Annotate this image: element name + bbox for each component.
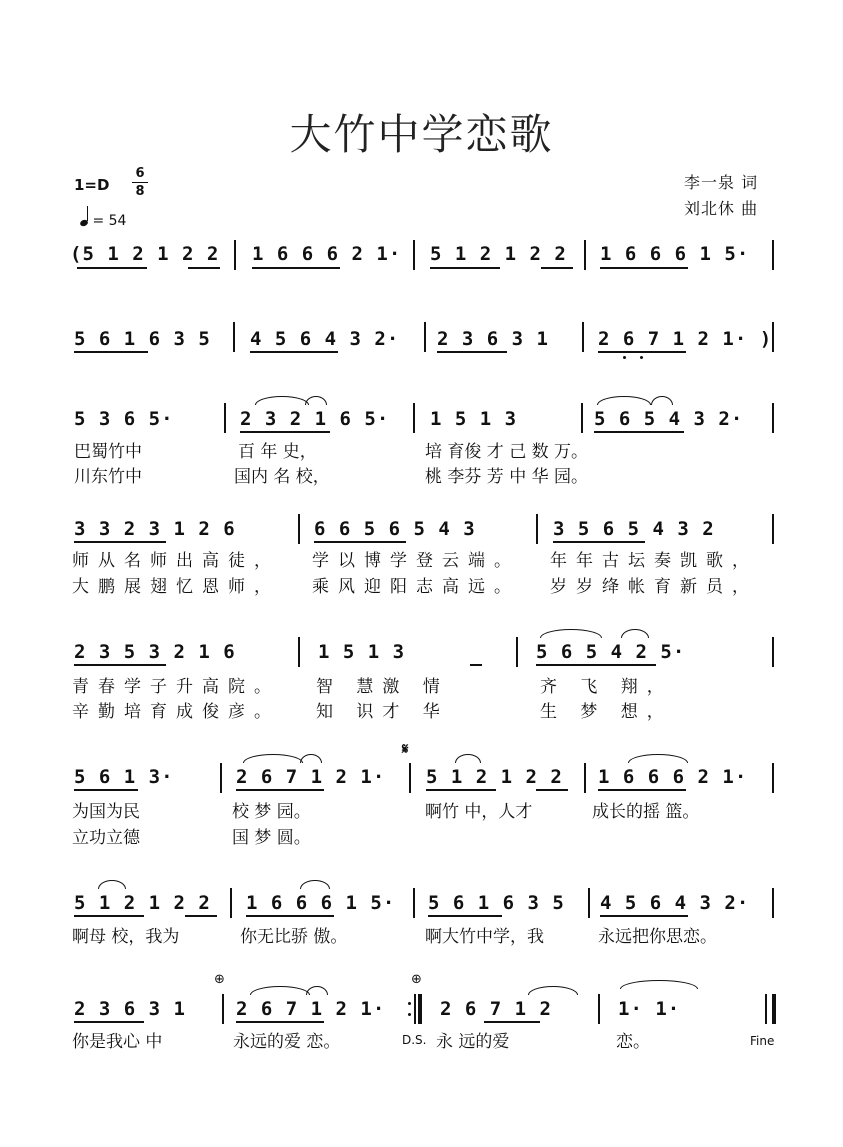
score-measure: 4 5 6 4 3 2· [250,328,400,350]
score-measure: 3 5 6 5 4 3 2 [553,518,715,540]
final-bar-line [765,994,767,1024]
score-measure: 5 1 2 1 2 2 [430,243,567,265]
lyric-line: 国 梦 圆。 [232,828,311,848]
score-measure: 2 6 7 1 2 1· [236,998,386,1020]
score-measure: 5 1 2 1 2 2 [74,892,211,914]
bar-line [233,322,235,352]
score-measure: 5 3 6 5· [74,408,174,430]
bar-line [409,763,411,793]
score-measure: 1· 1· [618,998,681,1020]
bar-line [772,322,774,352]
bar-line [224,403,226,433]
time-signature [132,166,148,199]
lyric-line: 岁岁绛帐育新员， [550,577,758,597]
bar-line [772,514,774,544]
lyric-line: 年年古坛奏凯歌， [550,551,758,571]
score-measure: 2 3 2 1 6 5· [240,408,390,430]
lyric-line: 永远的爱 恋。 [233,1032,341,1052]
lyric-line: 培 育俊 才 己 数 万。 [425,442,589,462]
bar-line [582,322,584,352]
bar-line [413,240,415,270]
repeat-bar-line [414,994,416,1024]
score-measure: 6 6 5 6 5 4 3 [314,518,476,540]
lyric-line: 乘风迎阳志高远。 [312,577,520,597]
bar-line [772,403,774,433]
score-measure: 3 3 2 3 1 2 6 [74,518,236,540]
lyric-line: 辛勤培育成俊彦。 [72,702,280,722]
bar-line [516,637,518,667]
lyric-line: 啊竹 中，人才 [425,802,533,822]
lyric-line: 永远把你思恋。 [598,927,717,947]
score-measure: 5 6 5 4 2 5· [536,641,686,663]
score-measure: (5 1 2 1 2 2 [70,243,220,265]
lyric-line: 桃 李芬 芳 中 华 园。 [425,467,589,487]
repeat-bar-line [418,994,422,1024]
lyricist-credit: 李一泉 词 [684,173,759,192]
score-measure: 1 6 6 6 2 1· [252,243,402,265]
final-bar-line [772,994,776,1024]
lyric-line: 啊大竹中学，我 [425,927,544,947]
score-measure: 2 3 6 3 1 [74,998,186,1020]
bar-line [772,637,774,667]
bar-line [424,322,426,352]
score-measure: 5 6 1 6 3 5 [428,892,565,914]
bar-line [598,994,600,1024]
song-title: 大竹中学恋歌 [289,110,554,159]
score-measure: 4 5 6 4 3 2· [600,892,750,914]
bar-line [584,763,586,793]
lyric-line: 为国为民 [72,802,140,822]
lyric-line: 永 远的爱 [436,1032,510,1052]
score-measure: 5 6 5 4 3 2· [594,408,744,430]
lyric-line: 知 识才 华 [316,702,449,722]
score-measure: 1 6 6 6 2 1· [598,766,748,788]
key-signature: 1=D [74,176,110,194]
score-measure: 5 6 1 3· [74,766,174,788]
tempo-value: = 54 [92,213,127,229]
tempo-marking [80,210,126,229]
lyric-line: 恋。 [616,1032,650,1052]
repeat-dot [408,1002,411,1005]
lyric-line: 生 梦 想， [540,702,673,722]
score-measure: 2 3 5 3 2 1 6 [74,641,236,663]
bar-line [772,888,774,918]
lyric-line: 川东竹中 [74,467,142,487]
bar-line [581,403,583,433]
lyric-line: 智 慧激 情 [316,677,449,697]
lyric-line: 立功立德 [72,828,140,848]
time-signature-bottom: 8 [135,184,145,199]
lyric-line: 百 年 史， [238,442,317,462]
bar-line [413,403,415,433]
lyric-line: 齐 飞 翔， [540,677,673,697]
lyric-line: 国内 名 校， [234,467,330,487]
lyric-line: 你无比骄 傲。 [240,927,348,947]
lyric-line: 巴蜀竹中 [74,442,142,462]
score-measure: 5 6 1 6 3 5 [74,328,211,350]
bar-line [772,763,774,793]
lyric-line: 学以博学登云端。 [312,551,520,571]
bar-line [222,994,224,1024]
bar-line [413,888,415,918]
score-measure: 1 5 1 3 [430,408,518,430]
coda-sign: ⊕ [411,972,422,987]
score-measure: 2 3 6 3 1 [437,328,549,350]
segno-sign: 𝄋 [402,740,409,758]
repeat-dot [408,1013,411,1016]
fine-marking: Fine [750,1034,775,1048]
lyric-line: 校 梦 园。 [232,802,311,822]
lyric-line: 啊母 校，我为 [72,927,180,947]
lyric-line: 成长的摇 篮。 [592,802,700,822]
bar-line [298,637,300,667]
score-measure: 5 1 2 1 2 2 [426,766,563,788]
composer-credit: 刘北休 曲 [684,199,759,218]
lyric-line: 师从名师出高徒， [72,551,280,571]
bar-line [230,888,232,918]
bar-line [536,514,538,544]
bar-line [234,240,236,270]
score-measure: 1 6 6 6 1 5· [600,243,750,265]
lyric-line: 你是我心 中 [72,1032,163,1052]
score-measure: 1 6 6 6 1 5· [246,892,396,914]
score-measure: 2 6 7 1 2 [440,998,552,1020]
bar-line [588,888,590,918]
bar-line [584,240,586,270]
score-measure: 1 5 1 3 [318,641,406,663]
coda-sign: ⊕ [214,972,225,987]
bar-line [220,763,222,793]
time-signature-top: 6 [135,166,145,181]
bar-line [772,240,774,270]
score-measure: 2 6 7 1 2 1· ) [598,328,773,350]
ds-marking: D.S. [402,1033,427,1047]
lyric-line: 青春学子升高院。 [72,677,280,697]
bar-line [298,514,300,544]
lyric-line: 大鹏展翅忆恩师， [72,577,280,597]
score-measure: 2 6 7 1 2 1· [236,766,386,788]
